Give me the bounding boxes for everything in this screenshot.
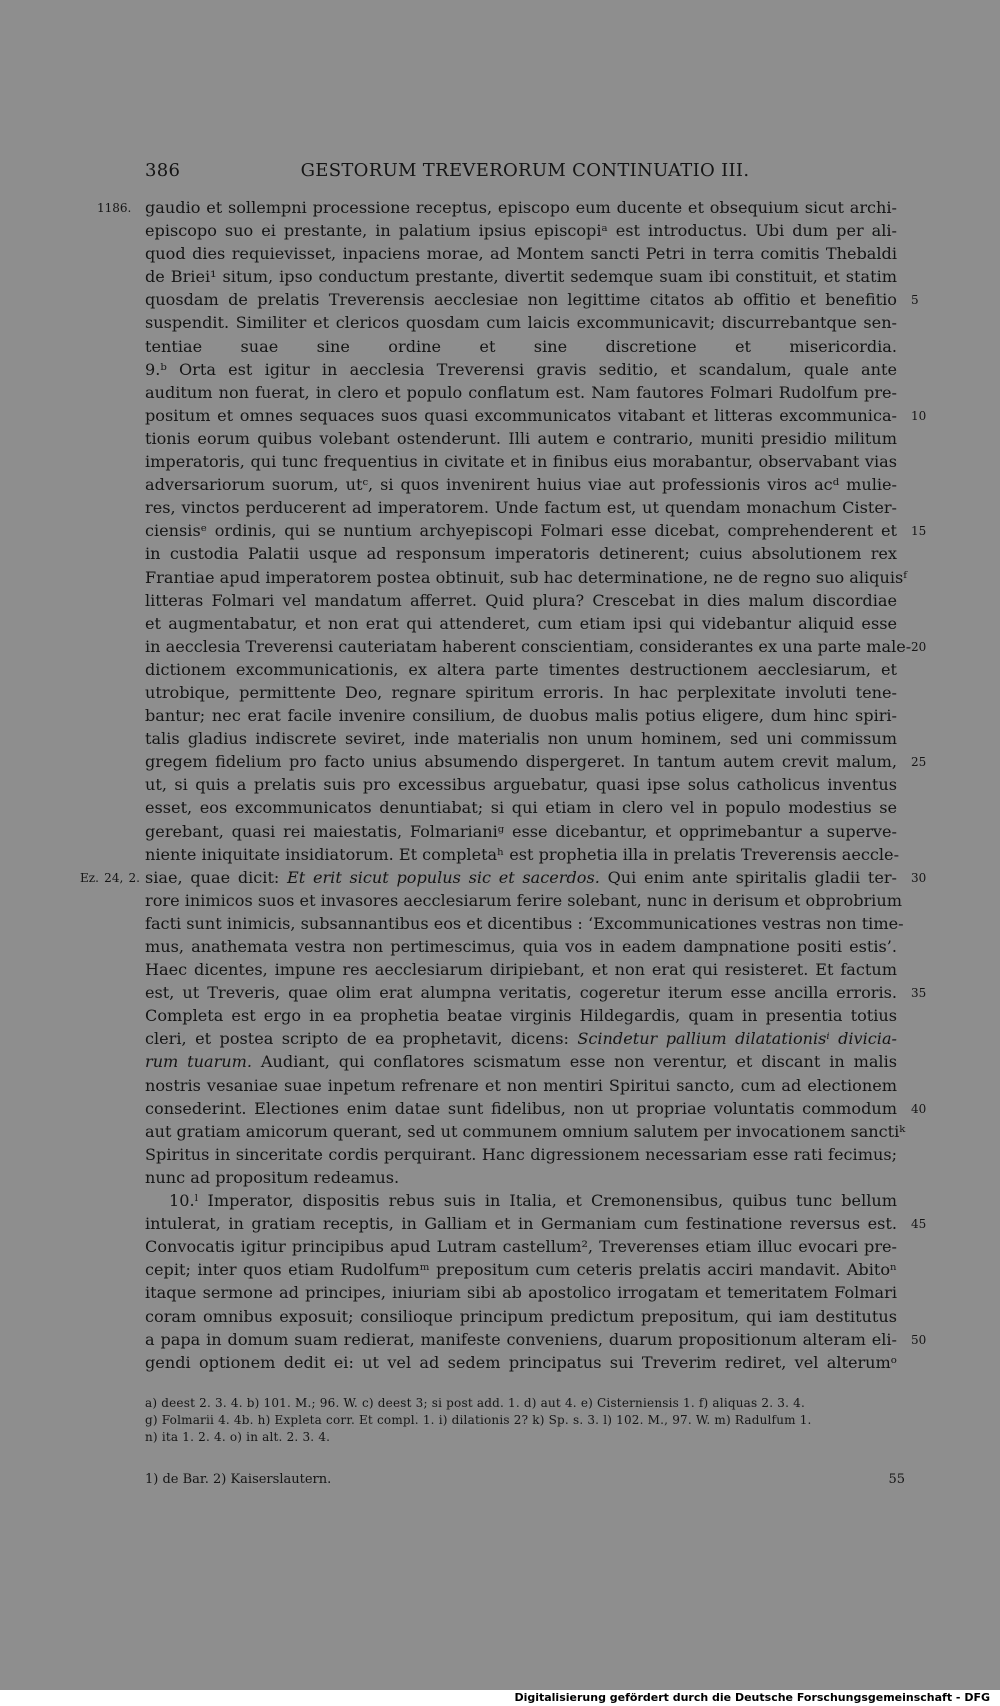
line-text: esset, eos excommunicatos denuntiabat; si qui etiam in clero vel in populo modestius se	[145, 798, 897, 818]
line-text: facti sunt inimicis, subsannantibus eos et dicentibus : ‘Excommunicationes vestras non time-	[145, 913, 904, 933]
line-text: tionis eorum quibus volebant ostenderunt. Illi autem e contrario, muniti presidio militum	[145, 428, 897, 448]
line-text: siae, quae dicit: Et erit sicut populus sic et sacerdos. Qui enim ante spiritalis gladii ter-	[145, 867, 897, 887]
line-text: ut, si quis a prelatis suis pro excessibus arguebatur, quasi ipse solus catholicus inventus	[145, 775, 897, 795]
line-text: 9.ᵇ Orta est igitur in aecclesia Treverensi gravis seditio, et scandalum, quale ante	[145, 359, 897, 379]
variant-note: g) Folmarii 4. 4b. h) Expleta corr. Et compl. 1. i) dilationis 2? k) Sp. s. 3. l) 102. M., 97. W. m) Radulfum 1.	[145, 1413, 812, 1427]
line-text: nostris vesaniae suae inpetum refrenare et non mentiri Spiritui sancto, cum ad electionem	[145, 1075, 897, 1095]
signature-mark: 55	[888, 1472, 905, 1487]
line-text: Spiritus in sinceritate cordis perquirant. Hanc digressionem necessariam esse rati fecimus;	[145, 1144, 897, 1164]
line-text: cepit; inter quos etiam Rudolfumᵐ prepositum cum ceteris prelatis acciri mandavit. Abitoⁿ	[145, 1260, 897, 1280]
variant-note: n) ita 1. 2. 4. o) in alt. 2. 3. 4.	[145, 1430, 331, 1444]
text-line	[145, 450, 897, 473]
text-line	[145, 843, 900, 866]
text-line	[145, 935, 897, 958]
text-line	[145, 1097, 927, 1120]
line-text: ciensisᵉ ordinis, qui se nuntium archyepiscopi Folmari esse dicebat, comprehenderent et	[145, 521, 897, 541]
dfg-credit: Digitalisierung gefördert durch die Deutsche Forschungsgemeinschaft - DFG	[0, 1690, 1000, 1706]
main-text	[80, 196, 927, 1374]
text-line	[145, 242, 897, 265]
line-text: talis gladius indiscrete seviret, inde materialis non unum hominem, sed uni commissum	[145, 729, 897, 749]
line-text: intulerat, in gratiam receptis, in Galliam et in Germaniam cum festinatione reversus est.	[145, 1214, 897, 1234]
text-line	[145, 750, 927, 773]
text-line	[145, 427, 897, 450]
line-text: est, ut Treveris, quae olim erat alumpna veritatis, cogeretur iterum esse ancilla erroris.	[145, 983, 897, 1003]
text-line	[145, 1143, 897, 1166]
text-line	[145, 1258, 897, 1281]
line-text: 10.ˡ Imperator, dispositis rebus suis in Italia, et Cremonensibus, quibus tunc bellum	[169, 1191, 897, 1211]
text-line	[145, 612, 897, 635]
text-line	[145, 404, 927, 427]
text-line	[145, 496, 897, 519]
line-number: 30	[911, 870, 927, 885]
text-line	[97, 196, 897, 219]
line-text: episcopo suo ei prestante, in palatium ipsius episcopiᵃ est introductus. Ubi dum per ali-	[145, 221, 897, 241]
line-text: positum et omnes sequaces suos quasi excommunicatos vitabant et litteras excommunica-	[145, 405, 897, 425]
line-text: in custodia Palatii usque ad responsum imperatoris detinerent; cuius absolutionem rex	[145, 544, 897, 564]
text-line	[145, 519, 927, 542]
critical-apparatus	[145, 1395, 905, 1446]
text-line	[145, 219, 897, 242]
text-line	[145, 635, 927, 658]
line-number: 25	[911, 755, 927, 770]
line-text: et augmentabatur, et non erat qui attenderet, cum etiam ipsi qui videbantur aliquid esse	[145, 613, 897, 633]
text-line	[80, 866, 927, 889]
text-line	[145, 1027, 897, 1050]
variant-note: a) deest 2. 3. 4. b) 101. M.; 96. W. c) deest 3; si post add. 1. d) aut 4. e) Cisterniensis 1. f) aliquas 2. 3. 4.	[145, 1396, 805, 1410]
line-number: 15	[911, 524, 927, 539]
text-line	[145, 1281, 897, 1304]
text-line	[145, 288, 919, 311]
text-line	[145, 820, 897, 843]
text-line	[145, 358, 897, 381]
year-margin: 1186.	[97, 201, 132, 215]
text-line	[145, 381, 897, 404]
text-line	[145, 958, 897, 981]
line-text: gaudio et sollempni processione receptus, episcopo eum ducente et obsequium sicut archi-	[145, 198, 897, 217]
footnote-text: 1) de Bar. 2) Kaiserslautern.	[145, 1472, 332, 1487]
line-number: 45	[911, 1217, 927, 1232]
line-text: Convocatis igitur principibus apud Lutram castellum², Treverenses etiam illuc evocari pre-	[145, 1237, 897, 1257]
text-line	[145, 1120, 906, 1143]
text-line	[145, 589, 897, 612]
line-text: Completa est ergo in ea prophetia beatae virginis Hildegardis, quam in presentia totius	[145, 1006, 897, 1026]
line-text: mus, anathemata vestra non pertimescimus, quia vos in eadem dampnatione positi estis’.	[145, 937, 897, 956]
line-text: coram omnibus exposuit; consilioque principum predictum prepositum, qui iam destitutus	[145, 1306, 897, 1326]
page-number: 386	[145, 160, 181, 181]
text-line	[145, 889, 902, 912]
scripture-reference: Ez. 24, 2.	[80, 870, 140, 885]
text-line	[145, 1328, 927, 1351]
line-text: res, vinctos perducerent ad imperatorem. Unde factum est, ut quendam monachum Cister-	[145, 498, 897, 518]
text-line	[145, 704, 897, 727]
text-line	[145, 1235, 897, 1258]
text-line	[145, 1050, 897, 1073]
text-line	[145, 912, 904, 935]
line-text: suspendit. Similiter et clericos quosdam cum laicis excommunicavit; discurrebantque sen-	[145, 313, 897, 333]
text-line	[145, 473, 897, 496]
line-text: utrobique, permittente Deo, regnare spiritum erroris. In hac perplexitate involuti tene-	[145, 682, 897, 702]
text-line	[145, 1166, 897, 1189]
line-text: quod dies requievisset, inpaciens morae, ad Montem sancti Petri in terra comitis Thebaldi	[145, 244, 897, 264]
line-text: niente iniquitate insidiatorum. Et completaʰ est prophetia illa in prelatis Treverensis aeccle-	[145, 844, 900, 864]
line-text: gerebant, quasi rei maiestatis, Folmarianiᵍ esse dicebantur, et opprimebantur a superve-	[145, 821, 897, 841]
line-text: aut gratiam amicorum querant, sed ut communem omnium salutem per invocationem sanctiᵏ	[145, 1121, 906, 1141]
text-line	[145, 1004, 897, 1027]
running-header	[145, 160, 905, 188]
line-number: 40	[911, 1101, 927, 1116]
line-number: 50	[911, 1332, 927, 1347]
text-line	[145, 1074, 897, 1097]
text-line	[145, 681, 897, 704]
text-line	[145, 773, 897, 796]
line-text: cleri, et postea scripto de ea prophetavit, dicens: Scindetur pallium dilatationisⁱ divicia-	[145, 1029, 897, 1049]
text-line	[145, 335, 897, 358]
text-line	[145, 1212, 927, 1235]
text-line	[145, 658, 897, 681]
text-line	[145, 981, 927, 1004]
page-title: GESTORUM TREVERORUM CONTINUATIO III.	[300, 160, 750, 181]
line-text: bantur; nec erat facile invenire consilium, de duobus malis potius eligere, dum hinc spiri-	[145, 706, 897, 726]
line-text: gregem fidelium pro facto unius absumendo dispergeret. In tantum autem crevit malum,	[145, 752, 897, 772]
line-text: auditum non fuerat, in clero et populo conflatum est. Nam fautores Folmari Rudolfum pre-	[145, 382, 897, 402]
text-line	[145, 311, 897, 334]
text-line	[145, 796, 897, 819]
line-text: consederint. Electiones enim datae sunt fidelibus, non ut propriae voluntatis commodum	[145, 1098, 897, 1118]
line-number: 20	[911, 639, 927, 654]
line-number: 35	[911, 986, 927, 1001]
text-line	[145, 1351, 897, 1374]
line-text: itaque sermone ad principes, iniuriam sibi ab apostolico irrogatam et temeritatem Folmari	[145, 1283, 897, 1303]
line-text: Haec dicentes, impune res aecclesiarum diripiebant, et non erat qui resisteret. Et factum	[145, 960, 897, 980]
footnotes	[145, 1472, 905, 1487]
line-number: 10	[911, 408, 927, 423]
text-line	[145, 566, 907, 589]
line-text: litteras Folmari vel mandatum afferret. Quid plura? Crescebat in dies malum discordiae	[145, 590, 897, 610]
line-text: in aecclesia Treverensi cauteriatam haberent conscientiam, considerantes ex una parte male-	[145, 636, 912, 656]
line-text: dictionem excommunicationis, ex altera parte timentes destructionem aecclesiarum, et	[145, 659, 897, 679]
text-line	[145, 1189, 897, 1212]
line-text: gendi optionem dedit ei: ut vel ad sedem principatus sui Treverim rediret, vel alterumᵒ	[145, 1352, 897, 1372]
line-text: imperatoris, qui tunc frequentius in civitate et in finibus eius morabantur, observabant vias	[145, 452, 897, 472]
line-text: adversariorum suorum, utᶜ, si quos invenirent huius viae aut professionis viros acᵈ mulie-	[145, 475, 897, 495]
line-text: nunc ad propositum redeamus.	[145, 1167, 400, 1187]
line-text: de Briei¹ situm, ipso conductum prestante, divertit sedemque suam ibi constituit, et statim	[145, 267, 897, 287]
line-text: tentiae suae sine ordine et sine discretione et misericordia.	[145, 336, 897, 356]
text-line	[145, 542, 897, 565]
text-line	[145, 1305, 897, 1328]
line-text: rum tuarum. Audiant, qui conflatores scismatum esse non verentur, et discant in malis	[145, 1052, 897, 1072]
line-text: a papa in domum suam redierat, manifeste conveniens, duarum propositionum alteram eli-	[145, 1329, 897, 1349]
line-text: rore inimicos suos et invasores aecclesiarum ferire solebant, nunc in derisum et obprobrium	[145, 890, 902, 910]
line-number: 5	[911, 293, 919, 308]
line-text: quosdam de prelatis Treverensis aecclesiae non legittime citatos ab offitio et benefitio	[145, 290, 897, 310]
line-text: Frantiae apud imperatorem postea obtinuit, sub hac determinatione, ne de regno suo aliquisᶠ	[145, 567, 907, 587]
text-line	[145, 727, 897, 750]
text-line	[145, 265, 897, 288]
